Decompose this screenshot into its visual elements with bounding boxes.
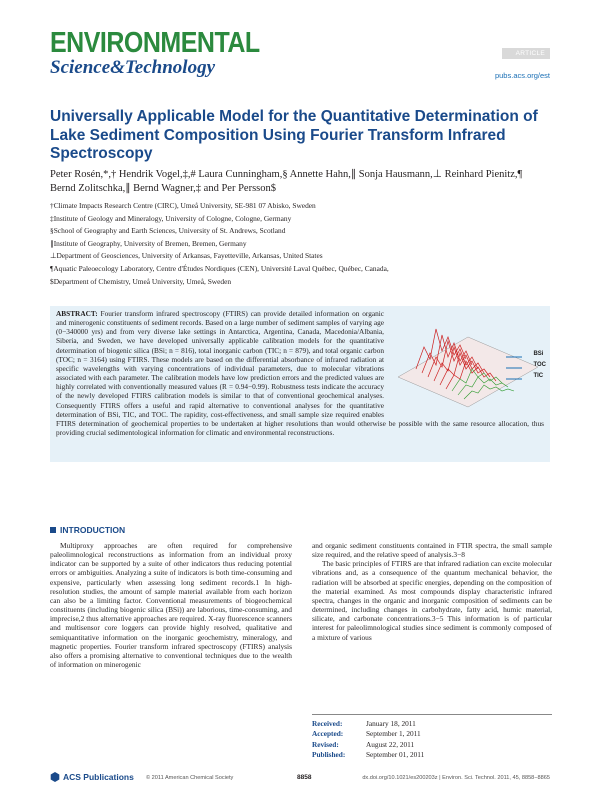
affiliation: $Department of Chemistry, Umeå University, Umeå, Sweden [50, 276, 232, 286]
copyright: © 2011 American Chemical Society [146, 775, 234, 781]
abstract-box [50, 306, 550, 462]
right-column [312, 541, 552, 642]
date-value: August 22, 2011 [366, 739, 415, 749]
affiliation: ¶Aquatic Paleoecology Laboratory, Centre d'Études Nordiques (CEN), Université Laval Québec, Québec, Canada, [50, 263, 389, 273]
paragraph: The basic principles of FTIRS are that infrared radiation can excite molecular vibrations and, as a consequence of the quantum mechanical behavior, the radiation will be absorbed at specific energies, depending on the composition of the material examined. As most compounds display characteristic infrared spectra, changes in the organic and inorganic composition of sediments can be determined, including changes in carbohydrate, fatty acid, humic material, silicate, and carbonate concentrations.3−5 This information is of particular interest for paleolimnological studies since sediment is commonly composed of a mixture of various [312, 559, 552, 642]
date-value: January 18, 2011 [366, 719, 416, 728]
page-footer [50, 772, 550, 786]
graphic-legend [533, 349, 546, 382]
date-value: September 01, 2011 [366, 750, 425, 760]
publication-dates [312, 714, 552, 761]
affiliation: ∥Institute of Geography, University of Bremen, Bremen, Germany [50, 238, 247, 248]
date-value: September 1, 2011 [366, 729, 421, 739]
legend-label: TOC [533, 362, 546, 368]
journal-logo [50, 26, 260, 86]
left-column [50, 541, 292, 669]
section-heading [50, 525, 125, 535]
author-list: Peter Rosén,*,† Hendrik Vogel,‡,# Laura Cunningham,§ Annette Hahn,∥ Sonja Hausmann,⊥ Reinhard Pienitz,¶ Bernd Zolitschka,∥ Bernd Wagner,‡ and Per Persson$ [50, 169, 523, 194]
affiliation: §School of Geography and Earth Sciences, University of St. Andrews, Scotland [50, 226, 286, 236]
article-badge: ARTICLE [502, 48, 550, 59]
paper-title: Universally Applicable Model for the Quantitative Determination of Lake Sediment Composition Using Fourier Transform Infrared Spectroscopy [50, 108, 538, 162]
date-label: Received: [312, 719, 343, 728]
spectra-3d-plot [388, 307, 548, 417]
paragraph: Multiproxy approaches are often required for comprehensive paleolimnological reconstructions as information from an individual proxy indicator can be supported by a suite of other indicators thus reducing potential errors or ambiguities. Analyzing a suite of indicators is both time-consuming and expensive, particularly when assessing long sediment records.1 In high-resolution studies, the amount of sample material available from each horizon can also be a limiting factor. Conventional measurements of biogeochemical constituents (including biogenic silica (BSi)) are laborious, time-consuming, and imprecise,2 thus alternative approaches are required. X-ray fluorescence scanners and multisensor core loggers can provide highly resolved, qualitative and semiquantitative information on the inorganic geochemistry, mineralogy, and magnetic properties. Fourier transform infrared spectroscopy (FTIRS) analysis also offers a promising alternative to conventional techniques due to the wealth of information on minerogenic [50, 541, 292, 670]
journal-url[interactable]: pubs.acs.org/est [494, 71, 550, 80]
acs-logo [50, 772, 134, 782]
section-heading-text: INTRODUCTION [60, 525, 126, 535]
date-row [312, 740, 552, 750]
legend-label: BSi [533, 351, 544, 357]
affiliations [50, 200, 550, 288]
affiliation: †Climate Impacts Research Centre (CIRC), Umeå University, SE-981 07 Abisko, Sweden [50, 201, 316, 210]
page-number: 8858 [297, 774, 312, 781]
section-square-icon [50, 527, 56, 533]
affiliation: ‡Institute of Geology and Mineralogy, University of Cologne, Cologne, Germany [50, 213, 292, 223]
acs-hexagon-icon [50, 772, 60, 782]
logo-line1: ENVIRONMENTAL [50, 26, 260, 60]
date-row [312, 750, 552, 760]
date-label: Accepted: [312, 729, 344, 739]
logo-line2: Science&Technology [50, 57, 215, 78]
date-label: Revised: [312, 739, 339, 749]
doi-citation[interactable]: dx.doi.org/10.1021/es200203z | Environ. Sci. Technol. 2011, 45, 8858−8865 [362, 775, 550, 781]
affiliation: ⊥Department of Geosciences, University of Arkansas, Fayetteville, Arkansas, United States [50, 251, 323, 261]
date-row [312, 729, 552, 739]
abstract-graphic [388, 307, 548, 417]
date-row [312, 719, 552, 729]
abstract-body: Fourier transform infrared spectroscopy (FTIRS) can provide detailed information on organic and minerogenic constituents of sediment records. Based on a large number of sediment samples of varying age (0−340000 yrs) and from very diverse lake settings in Antarctica, Argentina, Canada, Macedonia/Albania, Siberia, and Sweden, we have developed universally applicable calibration models for the quantitative determination of biogenic silica (BSi; n = 816), total inorganic carbon (TIC; n = 879), and total organic carbon (TOC; n = 3164) using FTIRS. These models are based on the differential absorbance of infrared radiation at specific wavelengths with varying concentrations of individual parameters, due to molecular vibrations associated with each parameter. The calibration models have low prediction errors and the predicted values are highly correlated with conventionally measured values (R = 0.94−0.99). Robustness tests indicate the accuracy of the newly developed FTIRS calibration models is similar to that of conventional geochemical analyses. Consequently FTIRS offers a useful and rapid alternative to conventional analyses for the quantitative determination of BSi, TIC, and TOC. The rapidity, cost-effectiveness, and small sample size required enables FTIRS determination of geochemical properties to be undertaken at higher resolutions than would otherwise be possible with the same resource allocation, thus providing crucial sedimentological information for climatic and environmental reconstructions. [56, 309, 544, 438]
paragraph: and organic sediment constituents contained in FTIR spectra, the small sample size required, and the relative speed of analysis.3−8 [312, 541, 552, 560]
legend-label: TIC [533, 373, 544, 379]
date-label: Published: [312, 750, 346, 760]
publisher-name: ACS Publications [63, 772, 134, 782]
abstract-heading: ABSTRACT: [56, 309, 98, 318]
